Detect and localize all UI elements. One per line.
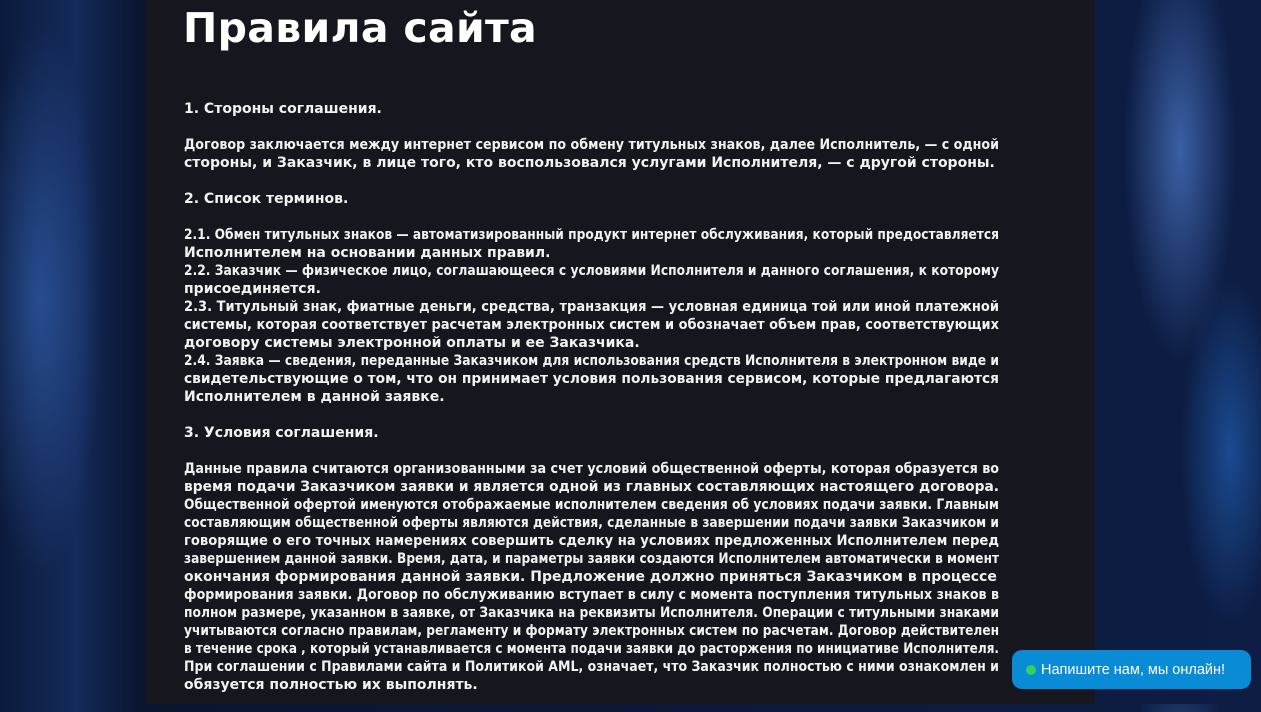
- section-text-line: 2.2. Заказчик — физическое лицо, соглашающееся с условиями Исполнителя и данного соглашения, к которому: [184, 263, 999, 279]
- section-text-line: Исполнителем в данной заявке.: [184, 389, 445, 405]
- rules-content: [184, 100, 999, 712]
- chat-label: Напишите нам, мы онлайн!: [1041, 661, 1226, 678]
- section-text-line: свидетельствующие о том, что он принимает условия пользования сервисом, которые предлагаются: [184, 371, 999, 387]
- online-status-icon: [1026, 665, 1036, 675]
- section-text-line: говорящие о его точных намерениях совершить сделку на условиях предложенных Исполнителем перед: [184, 533, 999, 549]
- section-heading: 3. Условия соглашения.: [184, 425, 379, 441]
- section-heading: 1. Стороны соглашения.: [184, 101, 382, 117]
- section-text-line: 2.1. Обмен титульных знаков — автоматизированный продукт интернет обслуживания, который предоставляется: [184, 227, 1000, 243]
- section-text-line: завершением данной заявки. Время, дата, и параметры заявки создаются Исполнителем автоматически в момент: [184, 551, 1000, 567]
- section-text-line: Общественной офертой именуются отображаемые исполнителем сведения об условиях подачи заявки. Главным: [184, 497, 999, 513]
- section-text-line: окончания формирования данной заявки. Предложение должно приняться Заказчиком в процессе: [184, 569, 997, 585]
- section-text-line: учитываются согласно правилам, регламенту и формату электронных систем по расчетам. Договор действителен: [184, 623, 1000, 639]
- section-text-line: При соглашении с Правилами сайта и Политикой AML, означает, что Заказчик полностью с ними ознакомлен и: [184, 659, 999, 675]
- section-text-line: полном размере, указанном в заявке, от Заказчика на реквизиты Исполнителя. Операции с титульными знаками: [184, 605, 999, 621]
- section-text-line: договору системы электронной оплаты и ее Заказчика.: [184, 335, 640, 351]
- section-text-line: Исполнителем на основании данных правил.: [184, 245, 551, 261]
- rules-section: [184, 190, 999, 424]
- section-text-line: системы, которая соответствует расчетам электронных систем и обозначает объем прав, соответствующих: [184, 317, 999, 333]
- section-text-line: 2.3. Титульный знак, фиатные деньги, средства, транзакция — условная единица той или иной платежной: [184, 299, 999, 315]
- section-text-line: присоединяется.: [184, 281, 321, 297]
- section-text-line: составляющим общественной оферты являются действия, сделанные в завершении подачи заявки Заказчиком и: [184, 515, 999, 531]
- section-text-line: 2.4. Заявка — сведения, переданные Заказчиком для использования средств Исполнителя в электронном виде и: [184, 353, 1000, 369]
- section-text-line: формирования заявки. Договор по обслуживанию вступает в силу с момента поступления титульных знаков в: [184, 587, 999, 603]
- rules-section: [184, 100, 999, 190]
- rules-section: [184, 424, 999, 712]
- chat-widget-button[interactable]: [1012, 650, 1251, 689]
- section-text-line: Данные правила считаются организованными за счет условий общественной оферты, которая образуется во: [184, 461, 1000, 477]
- page-title: Правила сайта: [183, 4, 538, 52]
- section-text-line: обязуется полностью их выполнять.: [184, 677, 478, 693]
- section-text-line: в течение срока , который устанавливается с момента подачи заявки до расторжения по инициативе Исполнителя.: [184, 641, 1000, 657]
- section-text-line: Договор заключается между интернет сервисом по обмену титульных знаков, далее Исполнитель, — с одной: [184, 137, 999, 153]
- section-text-line: время подачи Заказчиком заявки и является одной из главных составляющих настоящего договора.: [184, 479, 1000, 495]
- section-heading: 2. Список терминов.: [184, 191, 349, 207]
- section-text-line: стороны, и Заказчик, в лице того, кто воспользовался услугами Исполнителя, — с другой стороны.: [184, 155, 995, 171]
